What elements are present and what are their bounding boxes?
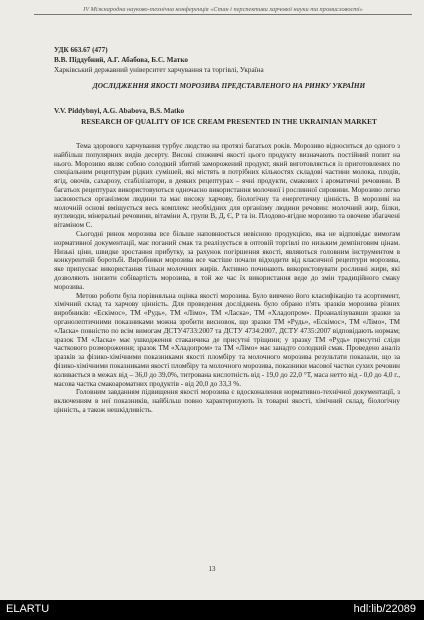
- udk-code: УДК 663.67 (477): [54, 46, 108, 54]
- handle-identifier: hdl:lib/22089: [353, 603, 416, 615]
- repository-footer: [0, 600, 424, 620]
- paragraph: Головним завданням підвищення якості морозива є вдосконалення нормативно-технічної документації, з включенням в неї показників, найбільш повно характеризують їх товарні якості, хімічний склад, біологічну цінність, а також нешкідливість.: [54, 388, 400, 414]
- title-english: RESEARCH OF QUALITY OF ICE CREAM PRESENTED IN THE UKRAINIAN MARKET: [81, 117, 377, 126]
- authors-ukrainian: В.В. Піддубний, А.Г. Абабова, Б.С. Матко: [54, 56, 188, 64]
- page-number: 13: [208, 565, 216, 573]
- authors-english: V.V. Piddybnyi, A.G. Ababova, B.S. Matko: [54, 107, 185, 115]
- repository-name: ELARTU: [6, 603, 50, 615]
- paragraph: Сьогодні ринок морозива все більше наповнюється невісною продукцією, яка не відповідає вимогам нормативної документації, має поганий смак та реалізується в оптовій торгівлі по низьким демпінговим цінам. Низькі ціни, швидке зростання прибутку, за рахунок погіршення якості, являються головним інструментом в конкурентній боротьбі. Виробники морозива все частіше почали відходити від класичної рецептури морозива, яке припускає використання тільки молочних жирів. Активно починають використовувати рослинні жири, які дозволяють знизити собівартість морозива, в той же час їх використання веде до змін традиційного смаку морозива.: [54, 229, 400, 291]
- article-body: [54, 142, 400, 415]
- paragraph: Тема здорового харчування турбує людство на протязі багатьох років. Морозиво відноситься до одного з найбільш популярних видів десерту. Високі споживчі якості цього продукту визначають постійний попит на нього. Морозиво являє собою солодкий збитий заморожений продукт, який виготовляється із приготовлених по спеціальним рецептурам рідких сумішей, які містять в потрібних кількостях складові частини молока, плодів, ягід, овочів, сахарозу, стабілізатори, в деяких рецептурах – ячні продукти, смакових і ароматичні речовини. В багатьох рецептурах використовуються одночасно використання молочної і рослинної сировини. Морозиво легко засвоюється організмом людини та має високу харчову, біологічну та енергетичну цінність. В морозиві на молочній основі вміщується весь комплекс необхідних для організму людини речовин: молочний жир, білки, вуглеводи, мінеральні речовини, вітаміни А, групи В, Д, Є, Р та ін. Плодово-ягідне морозиво та овочеве збагачені вітаміном С.: [54, 142, 400, 230]
- affiliation: Харківський державний університет харчування та торгівлі, Україна: [54, 66, 264, 74]
- running-head: IV Міжнародна науково-технічна конференція «Стан і перспективи харчової науки та промисловості»: [34, 6, 412, 15]
- paragraph: Метою роботи була порівняльна оцінка якості морозива. Було вивчено його класифікацію та асортимент, хімічний склад та харчову цінність. Для проведення досліджень було обрано п'ять зразків морозива різних виробників: «Ескімос», ТМ «Рудь», ТМ «Лімо», ТМ «Ласка», ТМ «Хладопром». Проаналізувавши зразки за органолептичними показниками можна зробити висновок, що зразки ТМ «Рудь», «Ескімос», ТМ «Лімо», ТМ «Ласка» повністю по всім вимогам ДСТУ4733:2007 та ДСТУ 4734:2007, ДСТУ 4735:2007 відповідають нормам; зразок ТМ «Ласка» має ушкодження стаканчика де присутні тріщини; у зразку ТМ «Рудь» присутні сліди часткового розмороження; зразок ТМ «Хладопром» та ТМ «Лімо» має занадто солодкий смак. Проведено аналіз зразків за фізико-хімічними показниками якості пломбіру та молочного морозива результати показали, що за фізико-хімічними показниками якості пломбіру та молочного морозива, показники масової частки сухих речовин коливається в межах від – 36,0 до 39,0%, титрована кислотність від - 19,0 до 22,0 °Т, маса нетто від - 0,0 до 4,0 г., масова частка смакоароматних продуктів - від 20,0 до 33,3 %.: [54, 291, 400, 388]
- title-ukrainian: ДОСЛІДЖЕННЯ ЯКОСТІ МОРОЗИВА ПРЕДСТАВЛЕНОГО НА РИНКУ УКРАЇНИ: [92, 81, 366, 90]
